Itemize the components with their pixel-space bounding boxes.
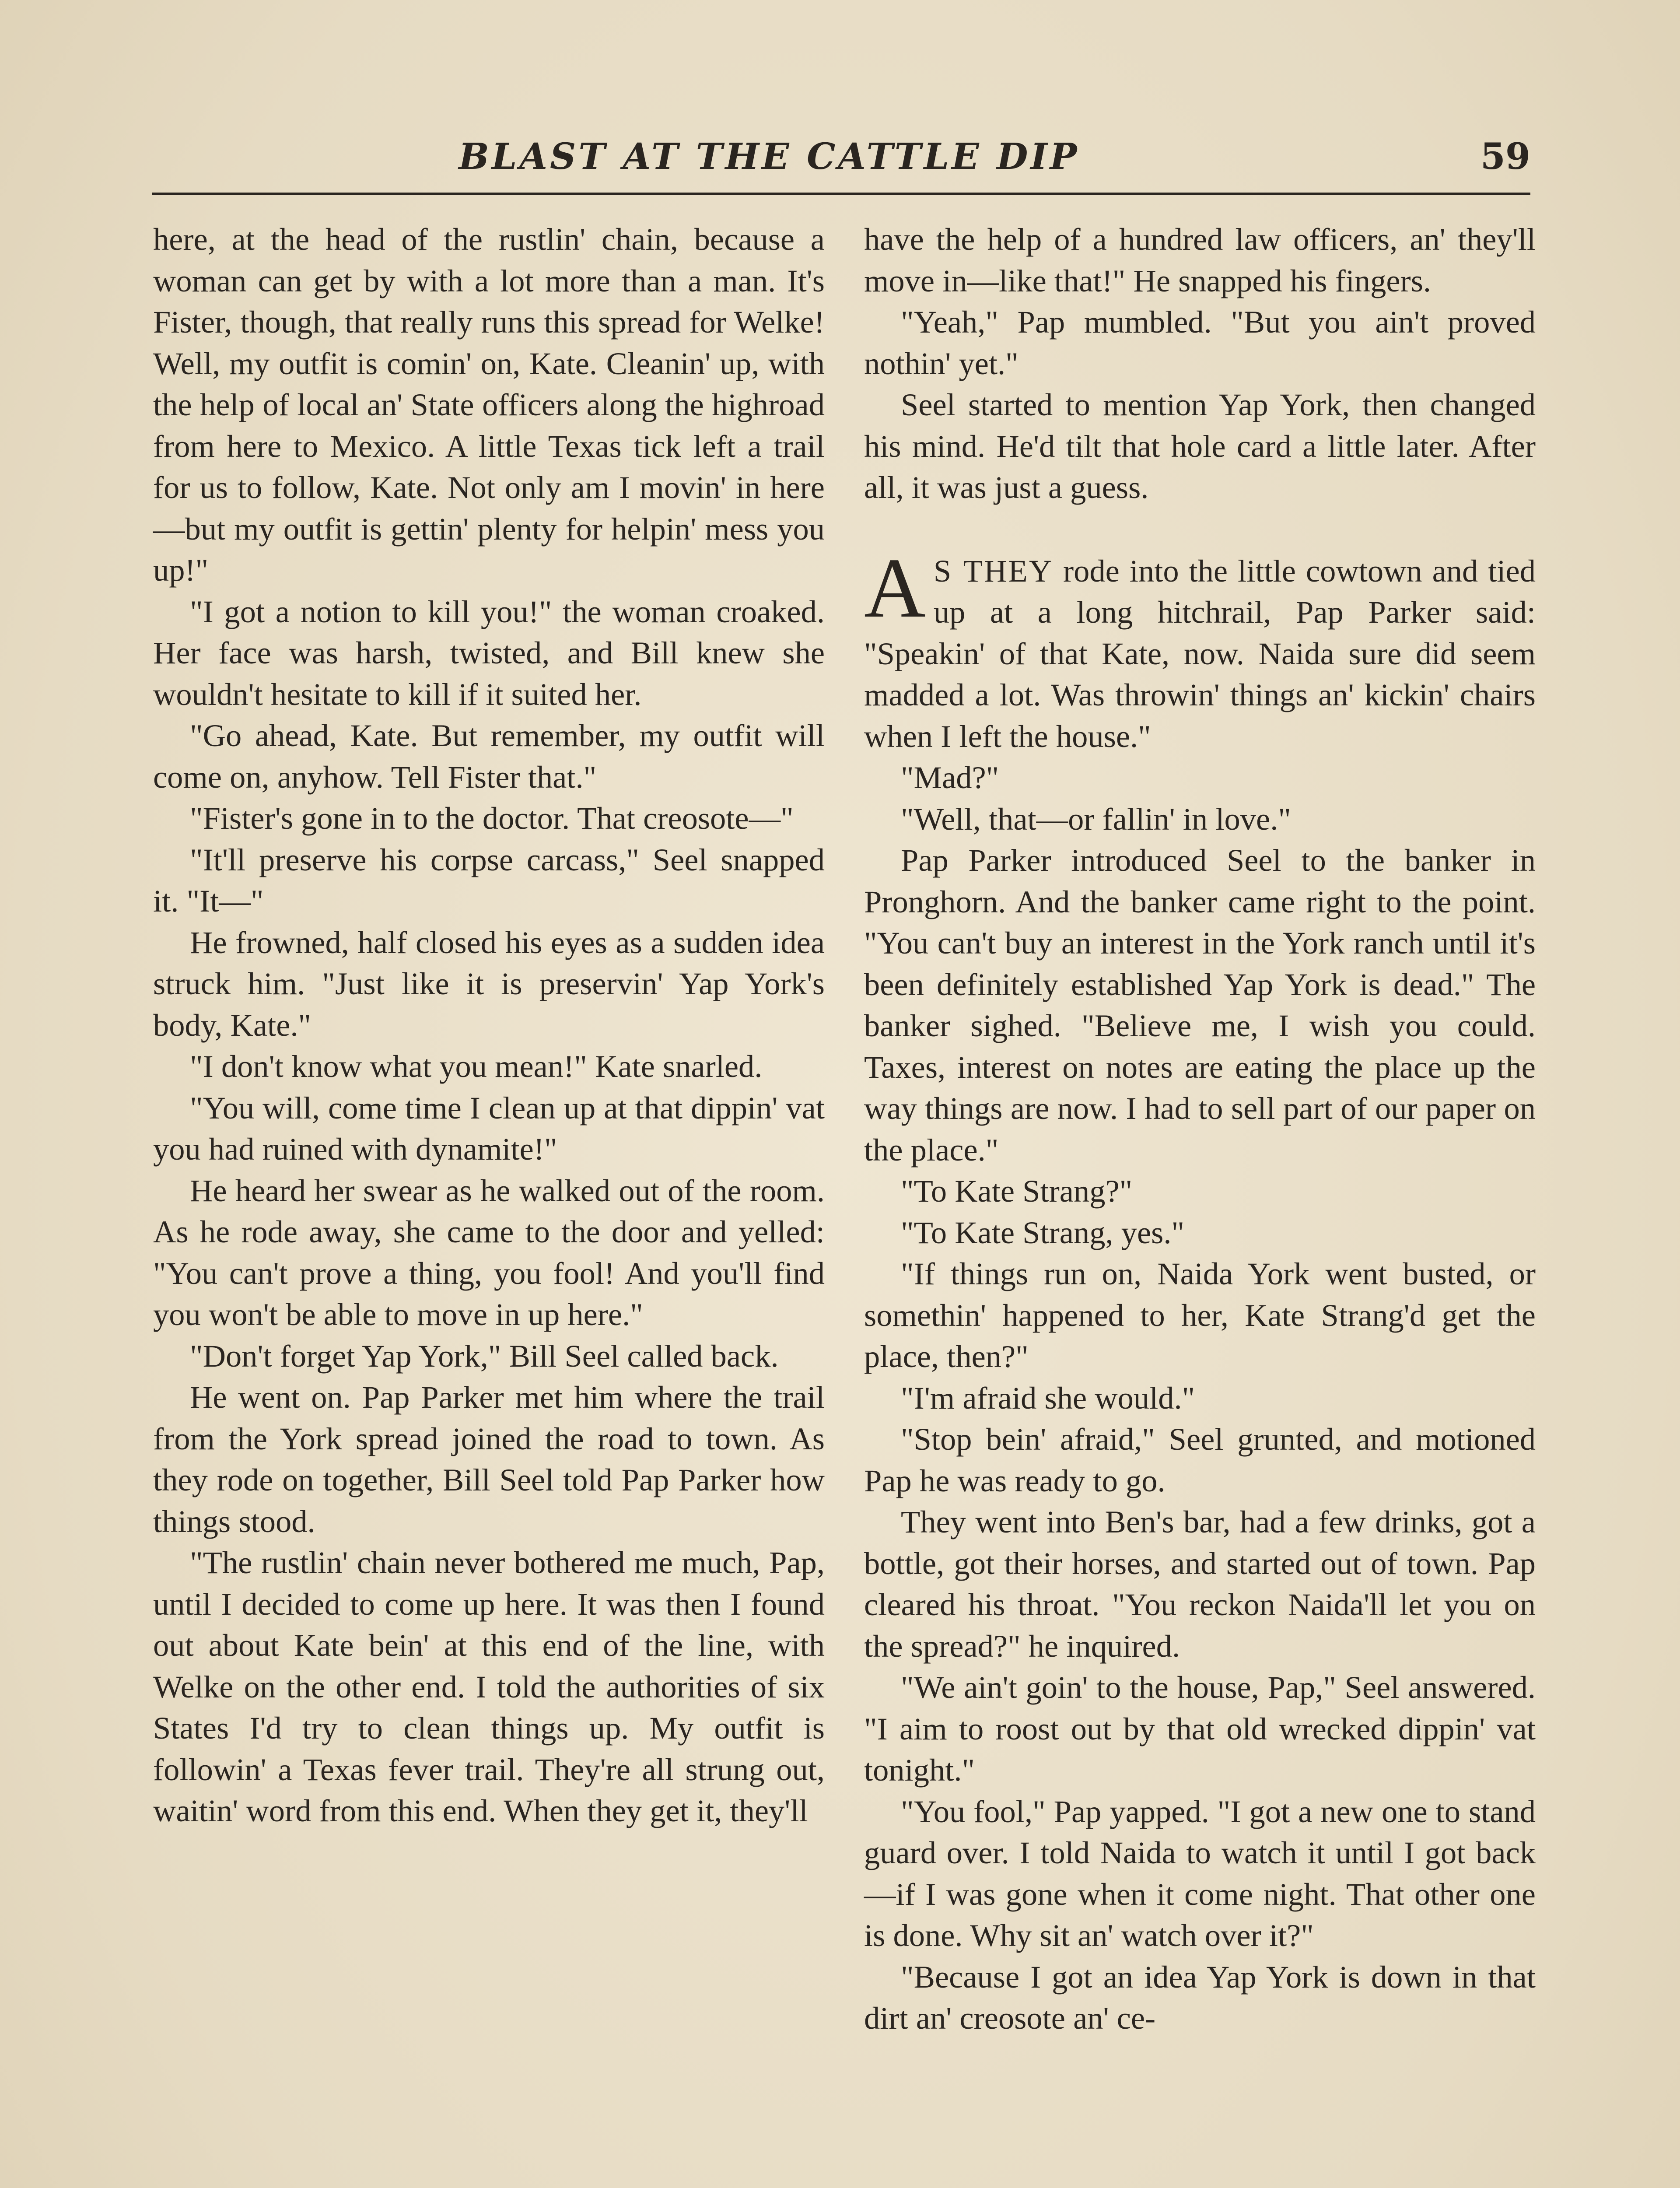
paragraph: "Fister's gone in to the doctor. That creosote—" [190,800,794,836]
page-number: 59 [1480,136,1530,178]
section-start-paragraph [864,540,1536,757]
paragraph: "We ain't goin' to the house, Pap," Seel answered. "I aim to roost out by that old wrecked dippin' vat tonight." [864,1669,1536,1788]
drop-cap: A [864,540,926,635]
page-header [152,127,1530,195]
paragraph: have the help of a hundred law officers, an' they'll move in—like that!" He snapped his fingers. [864,221,1536,298]
paragraph: "Don't forget Yap York," Bill Seel called back. [190,1338,779,1374]
drop-cap-rest: rode into the little cowtown and tied up at a long hitchrail, Pap Parker said: "Speakin' of that Kate, now. Naida sure did seem madded a lot. Was throwin' things an' kickin' chairs when I left the house." [864,553,1536,754]
right-column [864,219,1536,2039]
paragraph: "Stop bein' afraid," Seel grunted, and motioned Pap he was ready to go. [864,1421,1536,1498]
paragraph: Pap Parker introduced Seel to the banker in Pronghorn. And the banker came right to the point. "You can't buy an interest in the York ranch until it's been definitely established Yap York is dead." The banker sighed. "Believe me, I wish you could. Taxes, interest on notes are eating the place up the way things are now. I had to sell part of our paper on the place." [864,842,1536,1168]
paragraph: "To Kate Strang, yes." [901,1214,1185,1250]
paragraph: "You fool," Pap yapped. "I got a new one to stand guard over. I told Naida to watch it until I got back—if I was gone when it come night. That other one is done. Why sit an' watch over it?" [864,1793,1536,1953]
paragraph: He heard her swear as he walked out of the room. As he rode away, she came to the door and yelled: "You can't prove a thing, you fool! And you'll find you won't be able to move in up here." [153,1172,825,1332]
paragraph: "Mad?" [901,760,999,795]
paragraph: "I don't know what you mean!" Kate snarled. [190,1048,763,1084]
paragraph: here, at the head of the rustlin' chain, because a woman can get by with a lot more than a man. It's Fister, though, that really runs this spread for Welke! Well, my outfit is comin' on, Kate. Cleanin' up, with the help of local an' State officers along the highroad from here to Mexico. A little Texas tick left a trail for us to follow, Kate. Not only am I movin' in here—but my outfit is gettin' plenty for helpin' mess you up!" [153,221,825,588]
paragraph: "Well, that—or fallin' in love." [901,801,1291,837]
paragraph: "Go ahead, Kate. But remember, my outfit will come on, anyhow. Tell Fister that." [153,718,825,795]
paragraph: They went into Ben's bar, had a few drinks, got a bottle, got their horses, and started out of town. Pap cleared his throat. "You reckon Naida'll let you on the spread?" he inquired. [864,1504,1536,1664]
paragraph: "I got a notion to kill you!" the woman croaked. Her face was harsh, twisted, and Bill knew she wouldn't hesitate to kill if it suited her. [153,593,825,712]
paragraph: "I'm afraid she would." [901,1380,1195,1416]
paragraph: "The rustlin' chain never bothered me much, Pap, until I decided to come up here. It was then I found out about Kate bein' at this end of the line, with Welke on the other end. I told the authorities of six States I'd try to clean things up. My outfit is followin' a Texas fever trail. They're all strung out, waitin' word from this end. When they get it, they'll [153,1545,825,1828]
paragraph: "You will, come time I clean up at that dippin' vat you had ruined with dynamite!" [153,1090,825,1167]
paragraph: "It'll preserve his corpse carcass," Seel snapped it. "It—" [153,842,825,919]
paragraph: He went on. Pap Parker met him where the trail from the York spread joined the road to town. As they rode on together, Bill Seel told Pap Parker how things stood. [153,1379,825,1539]
paragraph: He frowned, half closed his eyes as a sudden idea struck him. "Just like it is preservin' Yap York's body, Kate." [153,924,825,1043]
paragraph: "If things run on, Naida York went busted, or somethin' happened to her, Kate Strang'd get the place, then?" [864,1256,1536,1374]
paragraph: "Because I got an idea Yap York is down in that dirt an' creosote an' ce- [864,1959,1536,2036]
paragraph: Seel started to mention Yap York, then changed his mind. He'd tilt that hole card a little later. After all, it was just a guess. [864,387,1536,505]
left-column [153,219,825,1832]
drop-cap-lead: S THEY [933,553,1054,589]
paragraph: "Yeah," Pap mumbled. "But you ain't proved nothin' yet." [864,304,1536,381]
paragraph: "To Kate Strang?" [901,1173,1133,1209]
running-head: BLAST AT THE CATTLE DIP [458,136,1080,178]
